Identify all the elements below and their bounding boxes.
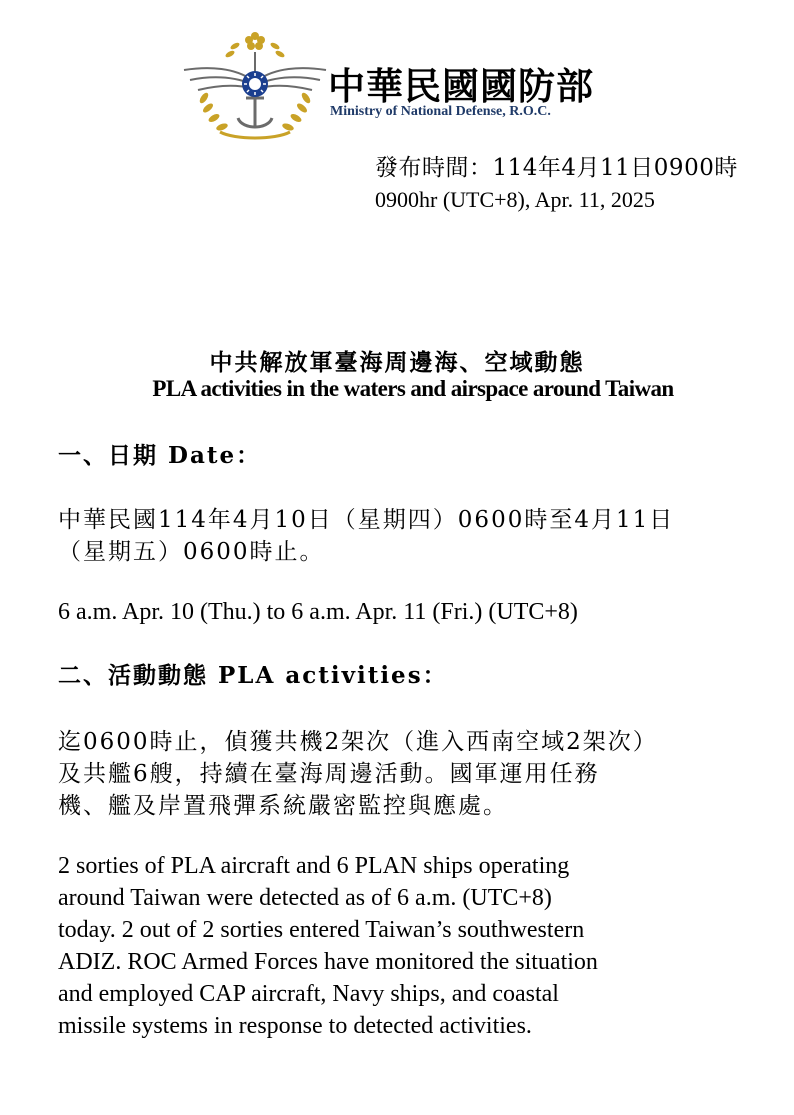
activities-en-line-2: around Taiwan were detected as of 6 a.m. (UTC+8)	[58, 885, 552, 911]
release-time	[375, 152, 738, 216]
activities-cn-line-3: 機、艦及岸置飛彈系統嚴密監控與應處。	[58, 793, 508, 819]
activities-en-line-4: ADIZ. ROC Armed Forces have monitored the situation	[58, 949, 598, 975]
section-activities	[58, 660, 738, 692]
mnd-emblem-icon	[180, 28, 330, 146]
date-cn-line-2: （星期五）0600時止。	[58, 539, 325, 565]
activities-en-line-1: 2 sorties of PLA aircraft and 6 PLAN ships operating	[58, 853, 570, 879]
date-cn-line-1: 中華民國114年4月10日（星期四）0600時至4月11日	[58, 507, 675, 533]
org-name-cn: 中華民國國防部	[328, 65, 594, 108]
org-name-en: Ministry of National Defense, R.O.C.	[330, 104, 551, 119]
title-cn: 中共解放軍臺海周邊海、空域動態	[209, 350, 585, 376]
section-date-en	[58, 596, 738, 628]
section-date-heading: 一、日期 Date：	[58, 442, 262, 469]
title-en: PLA activities in the waters and airspace around Taiwan	[152, 376, 674, 401]
release-time-en: 0900hr (UTC+8), Apr. 11, 2025	[375, 187, 655, 212]
section-activities-cn	[58, 726, 738, 822]
activities-cn-line-2: 及共艦6艘，持續在臺海周邊活動。國軍運用任務	[58, 761, 600, 787]
activities-en-line-3: today. 2 out of 2 sorties entered Taiwan’s southwestern	[58, 917, 585, 943]
section-activities-en	[58, 850, 738, 1042]
release-time-cn: 發布時間：114年4月11日0900時	[375, 155, 738, 181]
section-date-cn	[58, 504, 738, 568]
section-activities-heading: 二、活動動態 PLA activities：	[58, 662, 448, 689]
date-en-line: 6 a.m. Apr. 10 (Thu.) to 6 a.m. Apr. 11 (Fri.) (UTC+8)	[58, 599, 578, 625]
activities-en-line-6: missile systems in response to detected activities.	[58, 1013, 532, 1039]
activities-cn-line-1: 迄0600時止，偵獲共機2架次（進入西南空域2架次）	[58, 729, 658, 755]
activities-en-line-5: and employed CAP aircraft, Navy ships, and coastal	[58, 981, 559, 1007]
section-date	[58, 440, 738, 472]
